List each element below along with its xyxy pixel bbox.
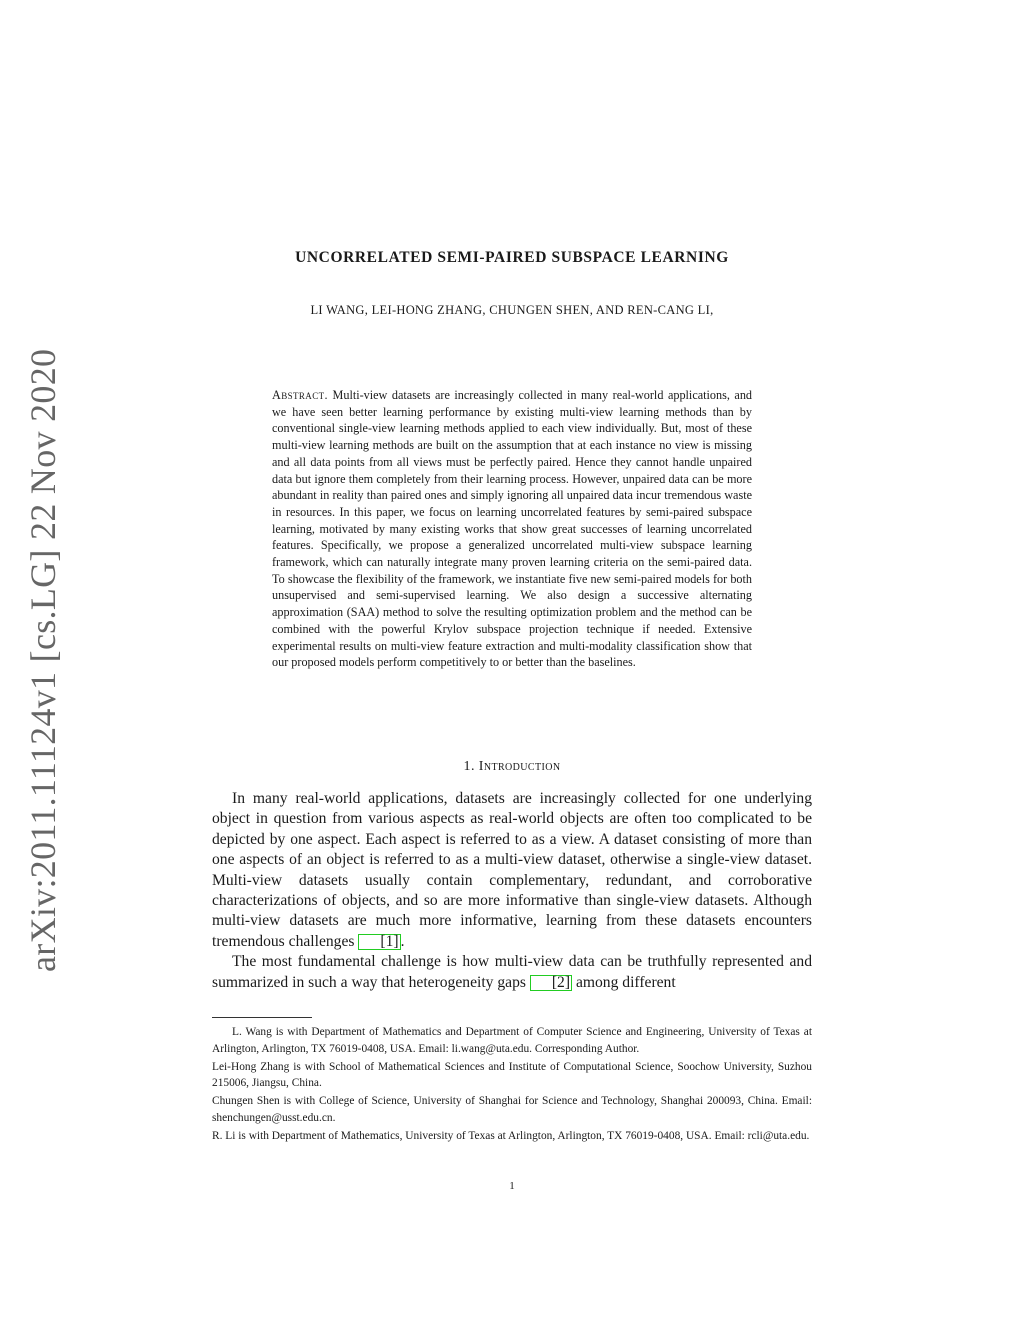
footnote: R. Li is with Department of Mathematics, University of Texas at Arlington, Arlington, TX 76019-0408, USA. Email: rcli@uta.edu. — [212, 1129, 810, 1142]
paragraph-text: In many real-world applications, datasets are increasingly collected for one underlying object in question from various aspects as real-world objects are often too complicated to be depicted by one aspect. Each aspect is referred to as a view. A dataset consisting of more than one aspects of an object is referred to as a multi-view dataset, otherwise a single-view dataset. Multi-view datasets usually contain complementary, redundant, and corroborative characterizations of objects, and so are more informative than single-view datasets. Although multi-view datasets are much more informative, learning from these datasets encounters tremendous challenges — [212, 790, 812, 950]
section-number: 1. — [463, 759, 475, 774]
arxiv-identifier-stamp: arXiv:2011.11124v1 [cs.LG] 22 Nov 2020 — [23, 348, 63, 972]
paragraph-text: among different — [575, 973, 676, 991]
citation-link[interactable]: [1] — [358, 934, 400, 950]
paragraph-text: The most fundamental challenge is how multi-view data can be truthfully represented and summarized in such a way that heterogeneity gaps — [212, 953, 812, 991]
section-heading-introduction — [0, 759, 1024, 775]
footnotes — [212, 1024, 812, 1146]
footnote-divider — [212, 1017, 312, 1018]
abstract-text: Multi-view datasets are increasingly collected in many real-world applications, and we have seen better learning performance by existing multi-view learning methods than by conventional single-view learning methods applied to each view individually. But, most of these multi-view learning methods are built on the assumption that at each instance no view is missing and all data points from all views must be perfectly paired. Hence they cannot handle unpaired data but ignore them completely from their learning process. However, unpaired data can be more abundant in reality than paired ones and simply ignoring all unpaired data incur tremendous waste in resources. In this paper, we focus on learning uncorrelated features by semi-paired subspace learning, motivated by many existing works that show great successes of learning uncorrelated features. Specifically, we propose a generalized uncorrelated multi-view subspace learning framework, which can naturally integrate many proven learning criteria on the semi-paired data. To showcase the flexibility of the framework, we instantiate five new semi-paired models for both unsupervised and semi-supervised learning. We also design a successive alternating approximation (SAA) method to solve the resulting optimization problem and the method can be combined with the powerful Krylov subspace projection technique if needed. Extensive experimental results on multi-view feature extraction and multi-modality classification show that our proposed models perform competitively to or better than the baselines. — [272, 388, 753, 670]
section-name: Introduction — [478, 759, 561, 774]
abstract — [272, 387, 752, 671]
paragraph — [212, 789, 812, 952]
footnote: L. Wang is with Department of Mathematics and Department of Computer Science and Engineering, University of Texas at Arlington, Arlington, TX 76019-0408, USA. Email: li.wang@uta.edu. Corresponding Author. — [212, 1026, 812, 1055]
footnote: Chungen Shen is with College of Science, University of Shanghai for Science and Technology, Shanghai 200093, China. Email: shenchungen@usst.edu.cn. — [212, 1095, 812, 1124]
abstract-label: Abstract. — [272, 388, 328, 402]
paragraph — [212, 952, 812, 993]
paper-title: UNCORRELATED SEMI-PAIRED SUBSPACE LEARNING — [295, 249, 729, 266]
introduction-body — [212, 789, 812, 993]
page-number: 1 — [509, 1180, 515, 1192]
footnote: Lei-Hong Zhang is with School of Mathematical Sciences and Institute of Computational Science, Soochow University, Suzhou 215006, Jiangsu, China. — [212, 1060, 812, 1090]
citation-link[interactable]: [2] — [530, 975, 572, 991]
paragraph-end: . — [400, 932, 405, 950]
author-list: LI WANG, LEI-HONG ZHANG, CHUNGEN SHEN, AND REN-CANG LI, — [310, 303, 714, 317]
